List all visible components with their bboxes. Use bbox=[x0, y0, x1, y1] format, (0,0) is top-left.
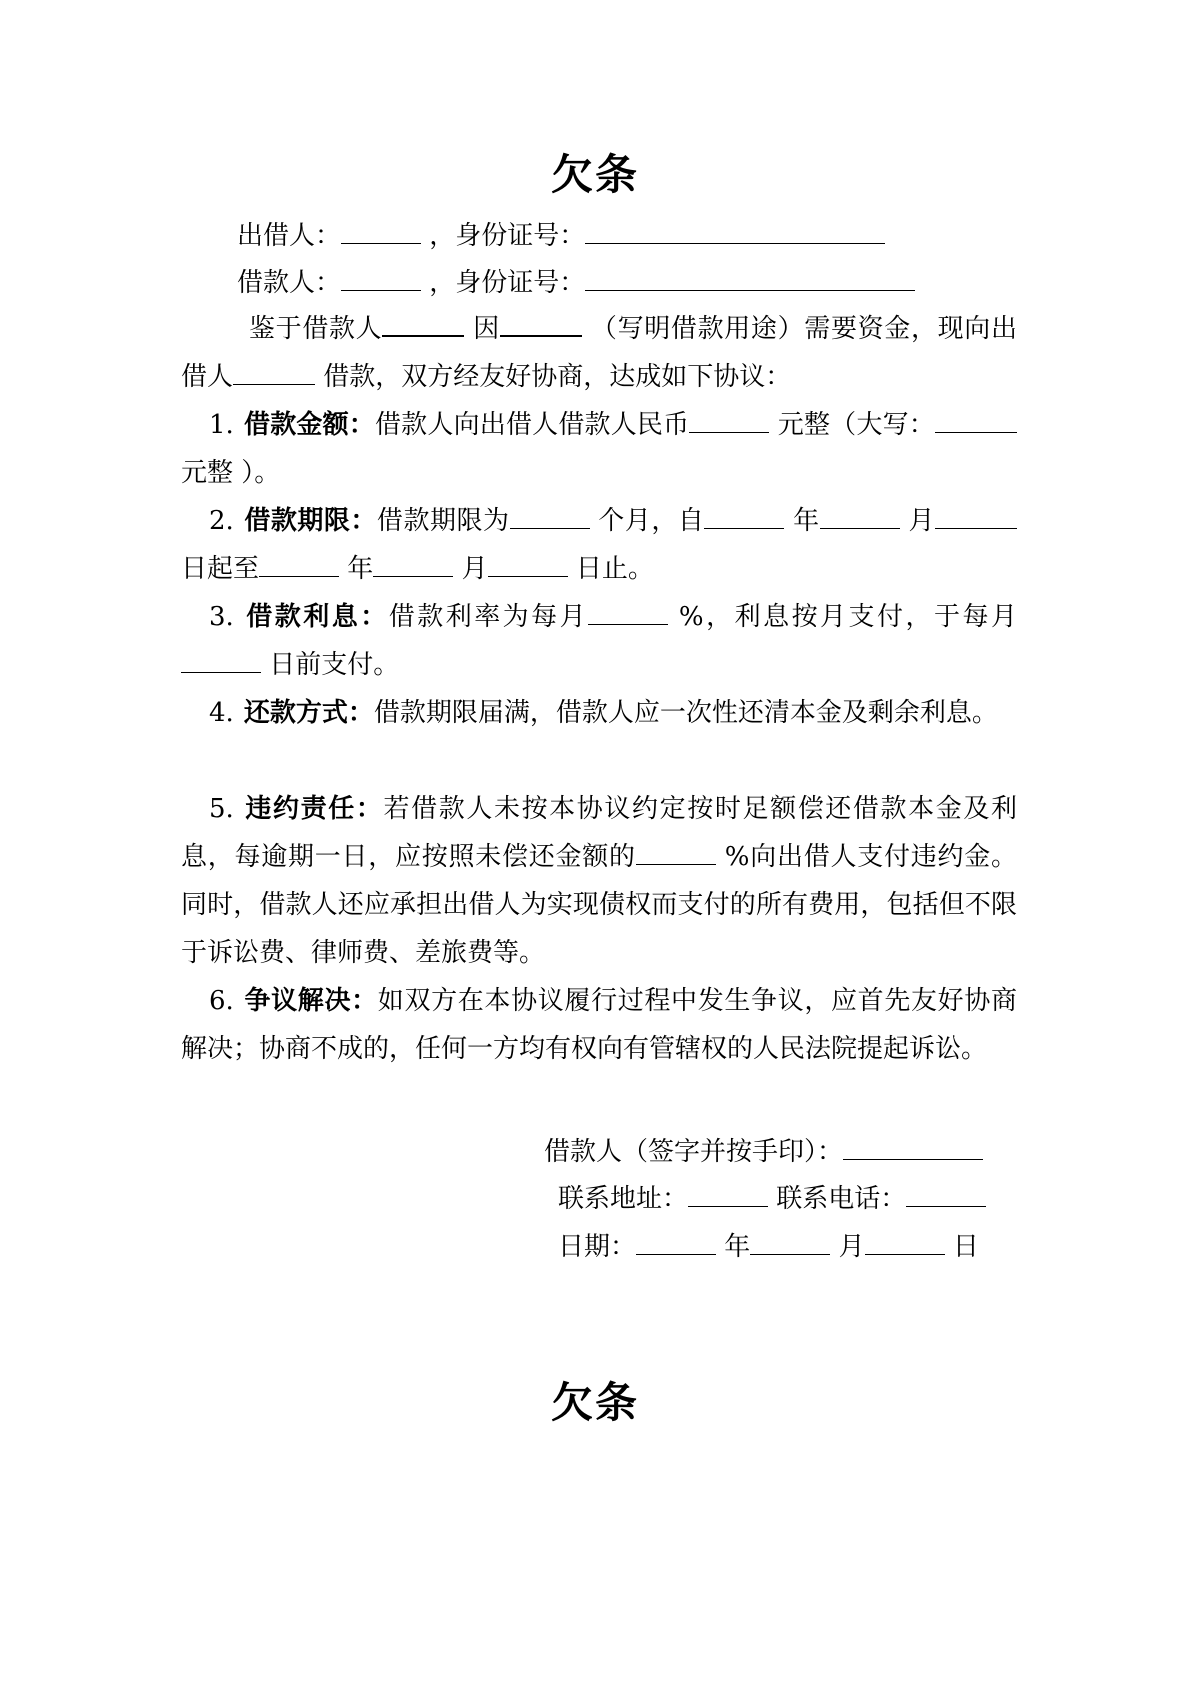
start-day-blank[interactable] bbox=[935, 502, 1017, 529]
intro-text-1: 鉴于借款人 bbox=[249, 314, 383, 344]
borrower-name-blank[interactable] bbox=[341, 264, 421, 291]
intro-text-2: 因 bbox=[473, 314, 500, 344]
start-year-blank[interactable] bbox=[704, 502, 784, 529]
clause-text: 年 bbox=[347, 554, 374, 584]
clause-number: 4. bbox=[209, 698, 234, 728]
clause-text: %向出借人支付违约金。同时，借款人还应承担出借人为实现债权而支付的所有费用，包括但不限于诉讼费、律师费、差旅费等。 bbox=[181, 842, 1017, 968]
clause-heading: 争议解决： bbox=[243, 986, 378, 1016]
interest-rate-blank[interactable] bbox=[588, 598, 668, 625]
contact-line bbox=[558, 1180, 986, 1214]
clause-text: 借款人向出借人借款人民币 bbox=[374, 410, 690, 440]
borrower-line bbox=[237, 264, 915, 298]
lender-blank[interactable] bbox=[233, 358, 315, 385]
clause-heading: 借款期限： bbox=[243, 506, 377, 536]
clause-text: 借款利率为每月 bbox=[388, 602, 589, 632]
year-label: 年 bbox=[724, 1232, 751, 1262]
clause-text: 如双方在本协议履行过程中发生争议，应首先友好协商解决；协商不成的，任何一方均有权向有管辖权的人民法院提起诉讼。 bbox=[181, 986, 1017, 1064]
clause-3 bbox=[181, 593, 1017, 689]
clause-text: 元整 ）。 bbox=[181, 458, 281, 488]
phone-label: 联系电话： bbox=[776, 1184, 907, 1214]
clause-text: 月 bbox=[461, 554, 488, 584]
clause-number: 1. bbox=[209, 410, 234, 440]
clause-text: 借款期限为 bbox=[376, 506, 510, 536]
clause-text: 日前支付。 bbox=[269, 650, 400, 680]
address-blank[interactable] bbox=[688, 1180, 768, 1207]
clause-text: %，利息按月支付，于每月 bbox=[678, 602, 1017, 632]
intro-paragraph bbox=[181, 305, 1017, 401]
clause-number: 2. bbox=[209, 506, 234, 536]
clause-text: 月 bbox=[908, 506, 935, 536]
clause-heading: 还款方式： bbox=[243, 698, 374, 728]
intro-text-4: 借款，双方经友好协商，达成如下协议： bbox=[323, 362, 792, 392]
date-year-blank[interactable] bbox=[636, 1228, 716, 1255]
clause-text: 日起至 bbox=[181, 554, 260, 584]
amount-uppercase-blank[interactable] bbox=[935, 406, 1017, 433]
clause-number: 3. bbox=[209, 602, 234, 632]
clause-text: 年 bbox=[793, 506, 820, 536]
lender-id-blank[interactable] bbox=[585, 217, 885, 244]
lender-line bbox=[237, 217, 885, 251]
end-day-blank[interactable] bbox=[488, 550, 568, 577]
clause-1 bbox=[181, 401, 1017, 497]
clause-4 bbox=[181, 689, 1017, 737]
payment-day-blank[interactable] bbox=[181, 646, 261, 673]
borrower-id-label: ，身份证号： bbox=[429, 268, 586, 298]
clause-text: 元整（大写： bbox=[777, 410, 935, 440]
start-month-blank[interactable] bbox=[820, 502, 900, 529]
clause-text: 借款期限届满，借款人应一次性还清本金及剩余利息。 bbox=[373, 698, 998, 728]
phone-blank[interactable] bbox=[906, 1180, 986, 1207]
clause-number: 5. bbox=[209, 794, 234, 824]
clause-heading: 借款利息： bbox=[243, 602, 389, 632]
signature-line bbox=[544, 1133, 983, 1167]
clause-heading: 违约责任： bbox=[243, 794, 384, 824]
date-line bbox=[558, 1228, 979, 1262]
months-blank[interactable] bbox=[510, 502, 590, 529]
penalty-rate-blank[interactable] bbox=[636, 838, 716, 865]
address-label: 联系地址： bbox=[558, 1184, 689, 1214]
purpose-blank[interactable] bbox=[500, 309, 582, 337]
document-title-repeat: 欠条 bbox=[550, 1378, 639, 1427]
date-label: 日期： bbox=[558, 1232, 637, 1262]
intro-text-3: （写明借款用途）需要资金，现向出借人 bbox=[181, 314, 1017, 392]
borrower-id-blank[interactable] bbox=[585, 264, 915, 291]
clause-text: 个月，自 bbox=[598, 506, 705, 536]
clause-5 bbox=[181, 785, 1017, 977]
clause-text: 日止。 bbox=[575, 554, 654, 584]
lender-name-blank[interactable] bbox=[341, 217, 421, 244]
amount-blank[interactable] bbox=[689, 406, 769, 433]
end-month-blank[interactable] bbox=[373, 550, 453, 577]
month-label: 月 bbox=[838, 1232, 865, 1262]
borrower-blank[interactable] bbox=[382, 309, 464, 337]
clause-number: 6. bbox=[209, 986, 234, 1016]
clause-2 bbox=[181, 497, 1017, 593]
lender-label: 出借人： bbox=[237, 221, 342, 251]
document-title: 欠条 bbox=[550, 150, 639, 199]
signature-label: 借款人（签字并按手印）： bbox=[544, 1137, 844, 1167]
borrower-label: 借款人： bbox=[237, 268, 342, 298]
date-day-blank[interactable] bbox=[865, 1228, 945, 1255]
end-year-blank[interactable] bbox=[259, 550, 339, 577]
lender-id-label: ，身份证号： bbox=[429, 221, 586, 251]
clause-6 bbox=[181, 977, 1017, 1073]
clause-text: 若借款人未按本协议约定按时足额偿还借款本金及利息，每逾期一日，应按照未偿还金额的 bbox=[181, 794, 1017, 872]
day-label: 日 bbox=[952, 1232, 979, 1262]
clause-heading: 借款金额： bbox=[243, 410, 375, 440]
signature-blank[interactable] bbox=[843, 1133, 983, 1160]
date-month-blank[interactable] bbox=[750, 1228, 830, 1255]
